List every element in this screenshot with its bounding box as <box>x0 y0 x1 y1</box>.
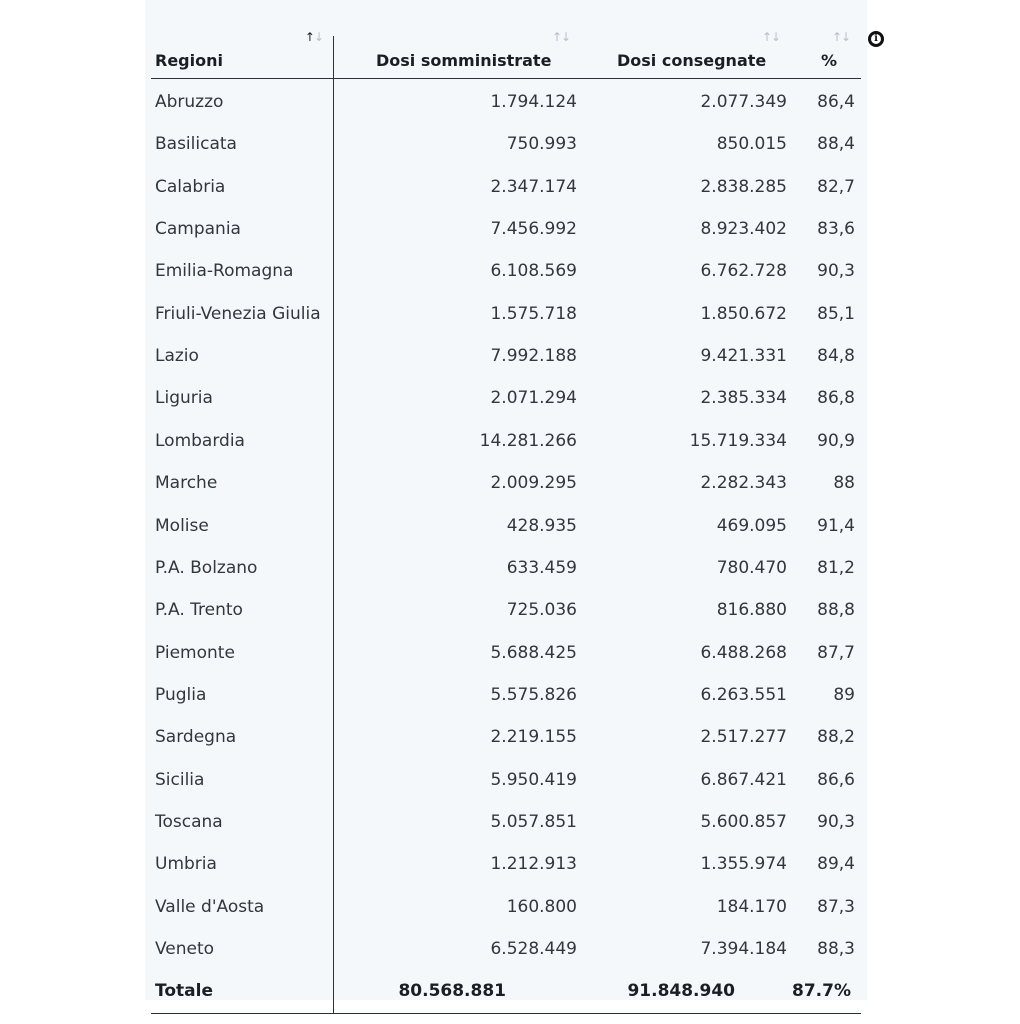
info-circle-icon[interactable]: i <box>868 31 884 47</box>
total-percentage-cell: 87.7% <box>792 981 851 1002</box>
doses-administered-cell: 6.108.569 <box>490 261 577 282</box>
header-regioni[interactable] <box>151 0 333 78</box>
region-name-cell: Valle d'Aosta <box>155 896 265 917</box>
doses-delivered-cell: 2.077.349 <box>700 92 787 112</box>
percentage-cell: 89 <box>833 684 855 705</box>
sort-icon[interactable]: ↑↓ <box>762 30 781 44</box>
region-name-cell: Molise <box>155 515 209 536</box>
table-row <box>151 293 861 335</box>
percentage-cell: 88,3 <box>817 939 855 959</box>
table-row <box>151 928 861 970</box>
doses-delivered-cell: 2.838.285 <box>700 176 787 197</box>
doses-delivered-cell: 2.282.343 <box>700 473 787 494</box>
doses-delivered-cell: 15.719.334 <box>689 430 787 451</box>
sort-icon[interactable]: ↑↓ <box>552 30 571 44</box>
percentage-cell: 90,3 <box>817 811 855 832</box>
header-divider <box>151 78 861 79</box>
percentage-cell: 85,1 <box>817 303 855 324</box>
header-somministrate-label: Dosi somministrate <box>376 51 552 70</box>
doses-delivered-cell: 850.015 <box>716 134 787 155</box>
doses-delivered-cell: 5.600.857 <box>700 811 787 832</box>
sort-icon[interactable]: ↑↓ <box>832 30 851 44</box>
doses-delivered-cell: 6.762.728 <box>700 261 787 282</box>
doses-administered-cell: 1.575.718 <box>490 303 577 324</box>
doses-delivered-cell: 8.923.402 <box>700 219 787 240</box>
table-row <box>151 505 861 547</box>
doses-delivered-cell: 469.095 <box>716 515 787 536</box>
table-row <box>151 589 861 631</box>
region-name-cell: Basilicata <box>155 134 237 155</box>
region-name-cell: Marche <box>155 473 218 494</box>
doses-administered-cell: 160.800 <box>506 896 577 917</box>
percentage-cell: 81,2 <box>817 557 855 578</box>
region-name-cell: Lombardia <box>155 430 245 451</box>
region-name-cell: P.A. Trento <box>155 600 243 621</box>
percentage-cell: 83,6 <box>817 219 855 240</box>
doses-administered-cell: 2.347.174 <box>490 176 577 197</box>
percentage-cell: 89,4 <box>817 854 855 875</box>
region-name-cell: Friuli-Venezia Giulia <box>155 303 321 324</box>
doses-delivered-cell: 816.880 <box>716 600 787 621</box>
percentage-cell: 86,6 <box>817 769 855 790</box>
table-row <box>151 674 861 716</box>
region-name-cell: Campania <box>155 219 241 240</box>
table-row <box>151 716 861 758</box>
doses-delivered-cell: 2.385.334 <box>700 388 787 409</box>
doses-delivered-cell: 780.470 <box>716 557 787 578</box>
total-doses-delivered-cell: 91.848.940 <box>627 981 735 1002</box>
doses-administered-cell: 14.281.266 <box>479 430 577 451</box>
doses-delivered-cell: 1.355.974 <box>700 854 787 875</box>
table-row <box>151 462 861 504</box>
header-somministrate[interactable] <box>333 0 577 78</box>
region-name-cell: Toscana <box>155 811 223 832</box>
percentage-cell: 82,7 <box>817 176 855 197</box>
doses-delivered-cell: 1.850.672 <box>700 303 787 324</box>
doses-administered-cell: 428.935 <box>506 515 577 536</box>
doses-administered-cell: 5.575.826 <box>490 684 577 705</box>
table-row <box>151 208 861 250</box>
header-percent[interactable] <box>787 0 861 78</box>
total-region-name-cell: Totale <box>155 981 213 1002</box>
header-regioni-label: Regioni <box>155 51 223 70</box>
table-row <box>151 843 861 885</box>
table-row <box>151 123 861 165</box>
total-row <box>151 970 861 1012</box>
doses-administered-cell: 725.036 <box>506 600 577 621</box>
column-divider <box>333 36 334 1014</box>
doses-administered-cell: 6.528.449 <box>490 939 577 959</box>
region-name-cell: Sicilia <box>155 769 205 790</box>
table-row <box>151 801 861 843</box>
region-name-cell: Lazio <box>155 346 199 367</box>
doses-administered-cell: 5.688.425 <box>490 642 577 663</box>
region-name-cell: P.A. Bolzano <box>155 557 258 578</box>
percentage-cell: 86,8 <box>817 388 855 409</box>
doses-administered-cell: 2.219.155 <box>490 727 577 748</box>
region-name-cell: Piemonte <box>155 642 235 663</box>
doses-delivered-cell: 6.488.268 <box>700 642 787 663</box>
header-percent-label: % <box>821 51 838 70</box>
doses-delivered-cell: 2.517.277 <box>700 727 787 748</box>
region-name-cell: Emilia-Romagna <box>155 261 294 282</box>
percentage-cell: 88,8 <box>817 600 855 621</box>
doses-delivered-cell: 6.867.421 <box>700 769 787 790</box>
table-row <box>151 420 861 462</box>
percentage-cell: 87,3 <box>817 896 855 917</box>
region-name-cell: Abruzzo <box>155 92 224 112</box>
doses-administered-cell: 5.950.419 <box>490 769 577 790</box>
table-bottom-border <box>151 1013 861 1014</box>
percentage-cell: 88,2 <box>817 727 855 748</box>
region-name-cell: Puglia <box>155 684 207 705</box>
total-doses-administered-cell: 80.568.881 <box>398 981 506 1002</box>
percentage-cell: 90,9 <box>817 430 855 451</box>
table-row <box>151 886 861 928</box>
region-name-cell: Umbria <box>155 854 217 875</box>
doses-administered-cell: 2.009.295 <box>490 473 577 494</box>
doses-administered-cell: 633.459 <box>506 557 577 578</box>
doses-administered-cell: 1.212.913 <box>490 854 577 875</box>
doses-delivered-cell: 7.394.184 <box>700 939 787 959</box>
table-row <box>151 547 861 589</box>
table-row <box>151 250 861 292</box>
region-name-cell: Veneto <box>155 939 215 959</box>
percentage-cell: 86,4 <box>817 92 855 112</box>
sort-active-icon[interactable]: ↑↓ <box>304 30 323 44</box>
doses-delivered-cell: 9.421.331 <box>700 346 787 367</box>
doses-delivered-cell: 6.263.551 <box>700 684 787 705</box>
table-row <box>151 632 861 674</box>
percentage-cell: 88 <box>833 473 855 494</box>
doses-delivered-cell: 184.170 <box>716 896 787 917</box>
region-name-cell: Liguria <box>155 388 213 409</box>
table-row <box>151 166 861 208</box>
table-row <box>151 759 861 801</box>
table-row <box>151 81 861 123</box>
doses-administered-cell: 5.057.851 <box>490 811 577 832</box>
percentage-cell: 91,4 <box>817 515 855 536</box>
table-row <box>151 335 861 377</box>
table-row <box>151 377 861 419</box>
doses-administered-cell: 7.992.188 <box>490 346 577 367</box>
doses-administered-cell: 2.071.294 <box>490 388 577 409</box>
percentage-cell: 88,4 <box>817 134 855 155</box>
region-name-cell: Sardegna <box>155 727 237 748</box>
header-consegnate[interactable] <box>577 0 787 78</box>
doses-administered-cell: 750.993 <box>506 134 577 155</box>
doses-administered-cell: 7.456.992 <box>490 219 577 240</box>
percentage-cell: 90,3 <box>817 261 855 282</box>
doses-administered-cell: 1.794.124 <box>490 92 577 112</box>
region-name-cell: Calabria <box>155 176 226 197</box>
percentage-cell: 84,8 <box>817 346 855 367</box>
header-consegnate-label: Dosi consegnate <box>617 51 767 70</box>
percentage-cell: 87,7 <box>817 642 855 663</box>
